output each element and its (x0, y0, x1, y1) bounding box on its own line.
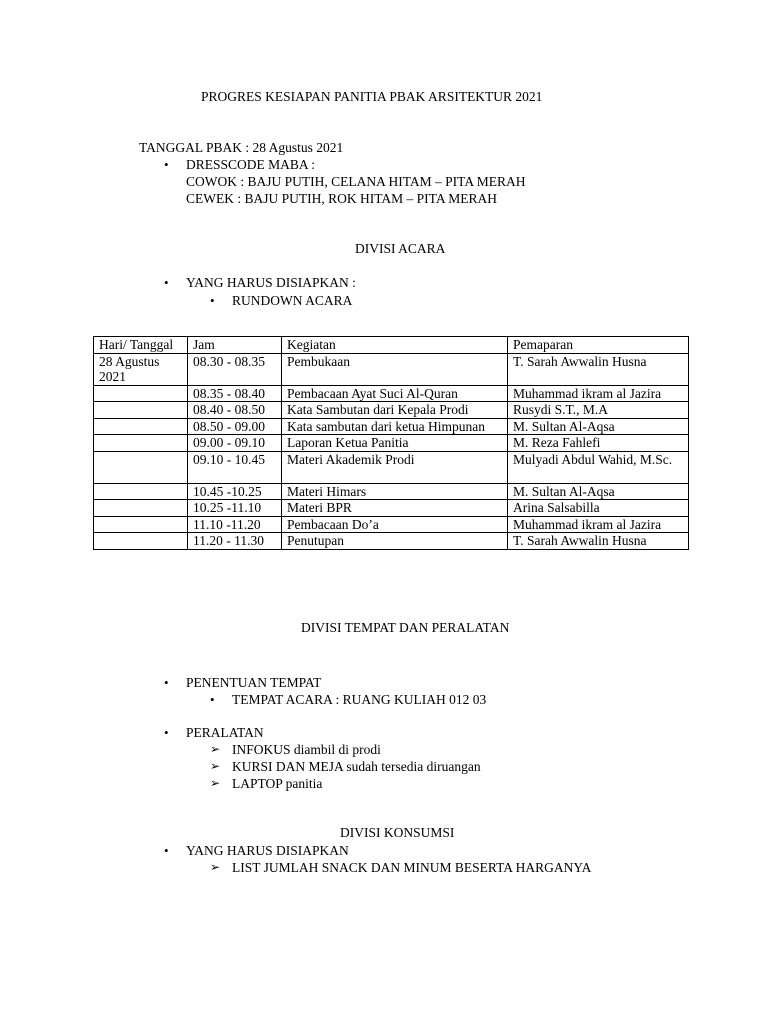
table-cell (94, 435, 188, 452)
table-row (94, 435, 689, 452)
table-cell: 10.45 -10.25 (188, 483, 282, 500)
table-cell: 11.20 - 11.30 (188, 533, 282, 550)
table-cell: Muhammad ikram al Jazira (508, 516, 689, 533)
table-row (94, 353, 689, 385)
table-row (94, 483, 689, 500)
table-cell: Pembacaan Do’a (282, 516, 508, 533)
table-cell: Kata sambutan dari ketua Himpunan (282, 418, 508, 435)
table-cell: Materi BPR (282, 500, 508, 517)
table-cell: M. Reza Fahlefi (508, 435, 689, 452)
table-cell: Laporan Ketua Panitia (282, 435, 508, 452)
table-cell (94, 451, 188, 483)
table-header: Kegiatan (282, 337, 508, 354)
table-header: Jam (188, 337, 282, 354)
table-cell (94, 385, 188, 402)
table-cell: M. Sultan Al-Aqsa (508, 483, 689, 500)
table-cell: 28 Agustus 2021 (94, 353, 188, 385)
peralatan-item: ➢ INFOKUS diambil di prodi (232, 741, 381, 758)
table-cell (94, 500, 188, 517)
table-cell: 08.35 - 08.40 (188, 385, 282, 402)
table-cell: 09.00 - 09.10 (188, 435, 282, 452)
divisi-konsumsi-heading: DIVISI KONSUMSI (340, 825, 455, 840)
table-header: Hari/ Tanggal (94, 337, 188, 354)
divisi-tempat-heading: DIVISI TEMPAT DAN PERALATAN (301, 620, 510, 635)
table-cell: Kata Sambutan dari Kepala Prodi (282, 402, 508, 419)
table-cell (94, 418, 188, 435)
table-row (94, 533, 689, 550)
table-cell: Materi Akademik Prodi (282, 451, 508, 483)
table-cell: Materi Himars (282, 483, 508, 500)
table-cell: Pembacaan Ayat Suci Al-Quran (282, 385, 508, 402)
table-cell: M. Sultan Al-Aqsa (508, 418, 689, 435)
tempat-acara: • TEMPAT ACARA : RUANG KULIAH 012 03 (232, 691, 486, 708)
dresscode-label: • DRESSCODE MABA : (186, 156, 315, 173)
table-cell (94, 402, 188, 419)
table-cell: Penutupan (282, 533, 508, 550)
table-row (94, 418, 689, 435)
table-cell: Rusydi S.T., M.A (508, 402, 689, 419)
table-cell: 08.40 - 08.50 (188, 402, 282, 419)
penentuan-tempat: • PENENTUAN TEMPAT (186, 674, 321, 691)
peralatan-item: ➢ LAPTOP panitia (232, 775, 322, 792)
table-cell: 08.50 - 09.00 (188, 418, 282, 435)
table-row (94, 451, 689, 483)
peralatan-label: • PERALATAN (186, 724, 264, 741)
table-cell: 08.30 - 08.35 (188, 353, 282, 385)
table-cell (94, 533, 188, 550)
table-header: Pemaparan (508, 337, 689, 354)
tanggal-pbak: TANGGAL PBAK : 28 Agustus 2021 (139, 140, 344, 155)
table-row (94, 500, 689, 517)
peralatan-item: ➢ KURSI DAN MEJA sudah tersedia diruangan (232, 758, 481, 775)
rundown-acara-label: • RUNDOWN ACARA (232, 292, 352, 309)
table-row (94, 402, 689, 419)
konsumsi-yang-harus: • YANG HARUS DISIAPKAN (186, 842, 349, 859)
table-cell: Mulyadi Abdul Wahid, M.Sc. (508, 451, 689, 483)
table-cell: 11.10 -11.20 (188, 516, 282, 533)
table-cell (94, 516, 188, 533)
dresscode-cewek: CEWEK : BAJU PUTIH, ROK HITAM – PITA MERAH (186, 191, 497, 206)
table-cell: 09.10 - 10.45 (188, 451, 282, 483)
table-cell: 10.25 -11.10 (188, 500, 282, 517)
divisi-acara-heading: DIVISI ACARA (355, 241, 446, 256)
table-cell: T. Sarah Awwalin Husna (508, 353, 689, 385)
table-row (94, 516, 689, 533)
table-cell: Pembukaan (282, 353, 508, 385)
dresscode-cowok: COWOK : BAJU PUTIH, CELANA HITAM – PITA MERAH (186, 174, 526, 189)
acara-yang-harus: • YANG HARUS DISIAPKAN : (186, 274, 356, 291)
table-cell (94, 483, 188, 500)
table-cell: Arina Salsabilla (508, 500, 689, 517)
table-cell: Muhammad ikram al Jazira (508, 385, 689, 402)
rundown-table (93, 336, 689, 550)
page-title: PROGRES KESIAPAN PANITIA PBAK ARSITEKTUR 2021 (201, 89, 543, 104)
konsumsi-list-item: ➢ LIST JUMLAH SNACK DAN MINUM BESERTA HARGANYA (232, 859, 591, 876)
table-header-row (94, 337, 689, 354)
table-cell: T. Sarah Awwalin Husna (508, 533, 689, 550)
table-row (94, 385, 689, 402)
